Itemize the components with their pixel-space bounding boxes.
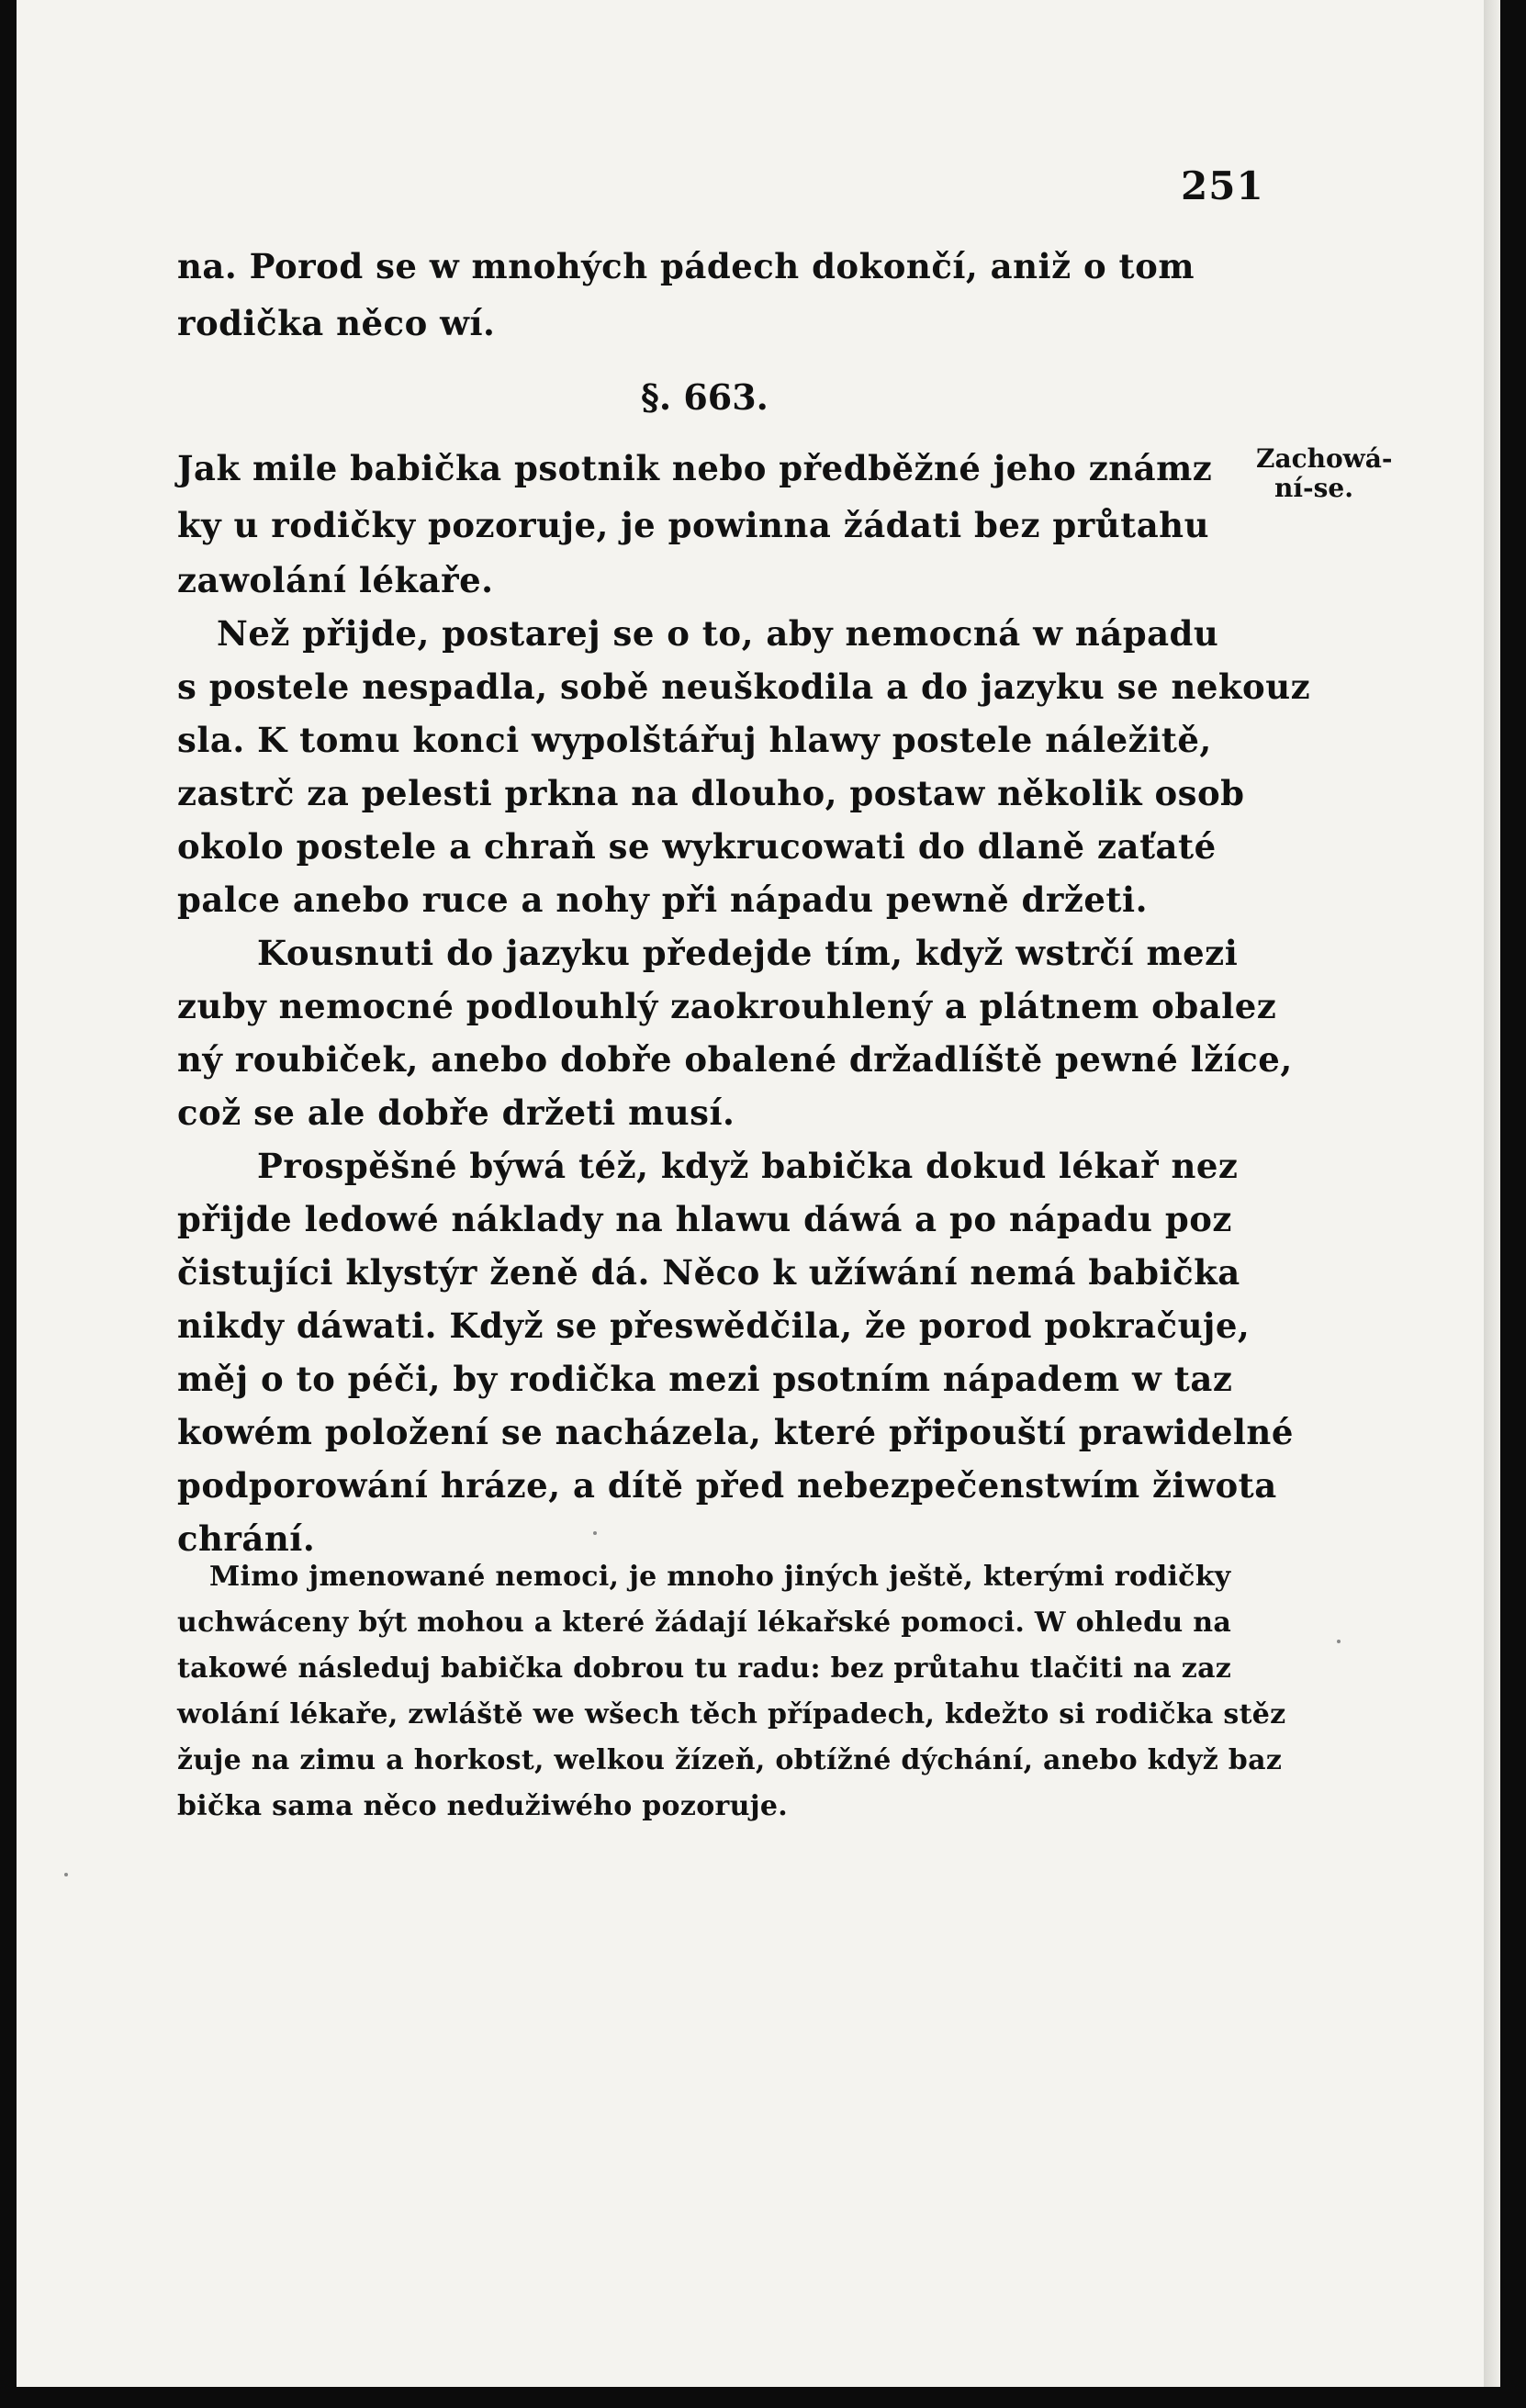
body-line: ný roubiček, anebo dobře obalené držadlíště pewné lžíce,	[177, 1039, 1293, 1080]
body-line: přijde ledowé náklady na hlawu dáwá a po nápadu poz	[177, 1199, 1232, 1239]
paper-speck	[64, 1873, 68, 1876]
body-line: zawolání lékaře.	[177, 560, 494, 600]
body-line: nikdy dáwati. Když se přeswědčila, že porod pokračuje,	[177, 1305, 1251, 1346]
note-line: žuje na zimu a horkost, welkou žízeň, obtížné dýchání, anebo když baz	[177, 1744, 1283, 1776]
note-line: uchwáceny být mohou a které žádají lékařské pomoci. W ohledu na	[177, 1607, 1232, 1639]
marginal-note-line: Zachowá-	[1256, 443, 1393, 474]
body-line: kowém položení se nacházela, které připouští prawidelné	[177, 1412, 1294, 1452]
note-line: takowé následuj babička dobrou tu radu: bez průtahu tlačiti na zaz	[177, 1652, 1232, 1685]
section-heading: §. 663.	[641, 376, 769, 418]
note-line: wolání lékaře, zwláště we wšech těch případech, kdežto si rodička stěz	[177, 1698, 1286, 1730]
body-line: Než přijde, postarej se o to, aby nemocná w nápadu	[217, 613, 1219, 654]
body-line: s postele nespadla, sobě neuškodila a do jazyku se nekouz	[177, 666, 1311, 707]
body-line: čistujíci klystýr ženě dá. Něco k užíwání nemá babička	[177, 1252, 1240, 1293]
body-line: což se ale dobře držeti musí.	[177, 1092, 735, 1133]
body-line: okolo postele a chraň se wykrucowati do dlaně zaťaté	[177, 826, 1217, 867]
body-line: palce anebo ruce a nohy při nápadu pewně držeti.	[177, 879, 1148, 920]
page-number: 251	[1181, 163, 1264, 208]
paper-speck	[593, 1531, 597, 1535]
paper-speck	[1337, 1640, 1341, 1643]
body-line: měj o to péči, by rodička mezi psotním nápadem w taz	[177, 1359, 1233, 1399]
note-line: Mimo jmenowané nemoci, je mnoho jiných ještě, kterými rodičky	[209, 1561, 1231, 1593]
body-line: rodička něco wí.	[177, 303, 496, 343]
body-line: podporowání hráze, a dítě před nebezpečenstwím žiwota	[177, 1465, 1277, 1506]
body-line: sla. K tomu konci wypolštářuj hlawy postele náležitě,	[177, 720, 1212, 760]
body-line: na. Porod se w mnohých pádech dokončí, aniž o tom	[177, 246, 1195, 286]
body-line: zuby nemocné podlouhlý zaokrouhlený a plátnem obalez	[177, 986, 1277, 1026]
note-line: bička sama něco nedužiwého pozoruje.	[177, 1790, 789, 1822]
body-line: ky u rodičky pozoruje, je powinna žádati bez průtahu	[177, 505, 1209, 545]
body-line: Prospěšné býwá též, když babička dokud lékař nez	[257, 1146, 1239, 1186]
body-line: Kousnuti do jazyku předejde tím, když wstrčí mezi	[257, 933, 1239, 973]
book-page	[17, 0, 1497, 2387]
body-line: chrání.	[177, 1518, 316, 1559]
body-line: Jak mile babička psotnik nebo předběžné jeho známz	[177, 448, 1213, 488]
body-line: zastrč za pelesti prkna na dlouho, postaw několik osob	[177, 773, 1245, 813]
marginal-note-line: ní-se.	[1274, 473, 1353, 503]
page-gutter	[1484, 0, 1500, 2387]
